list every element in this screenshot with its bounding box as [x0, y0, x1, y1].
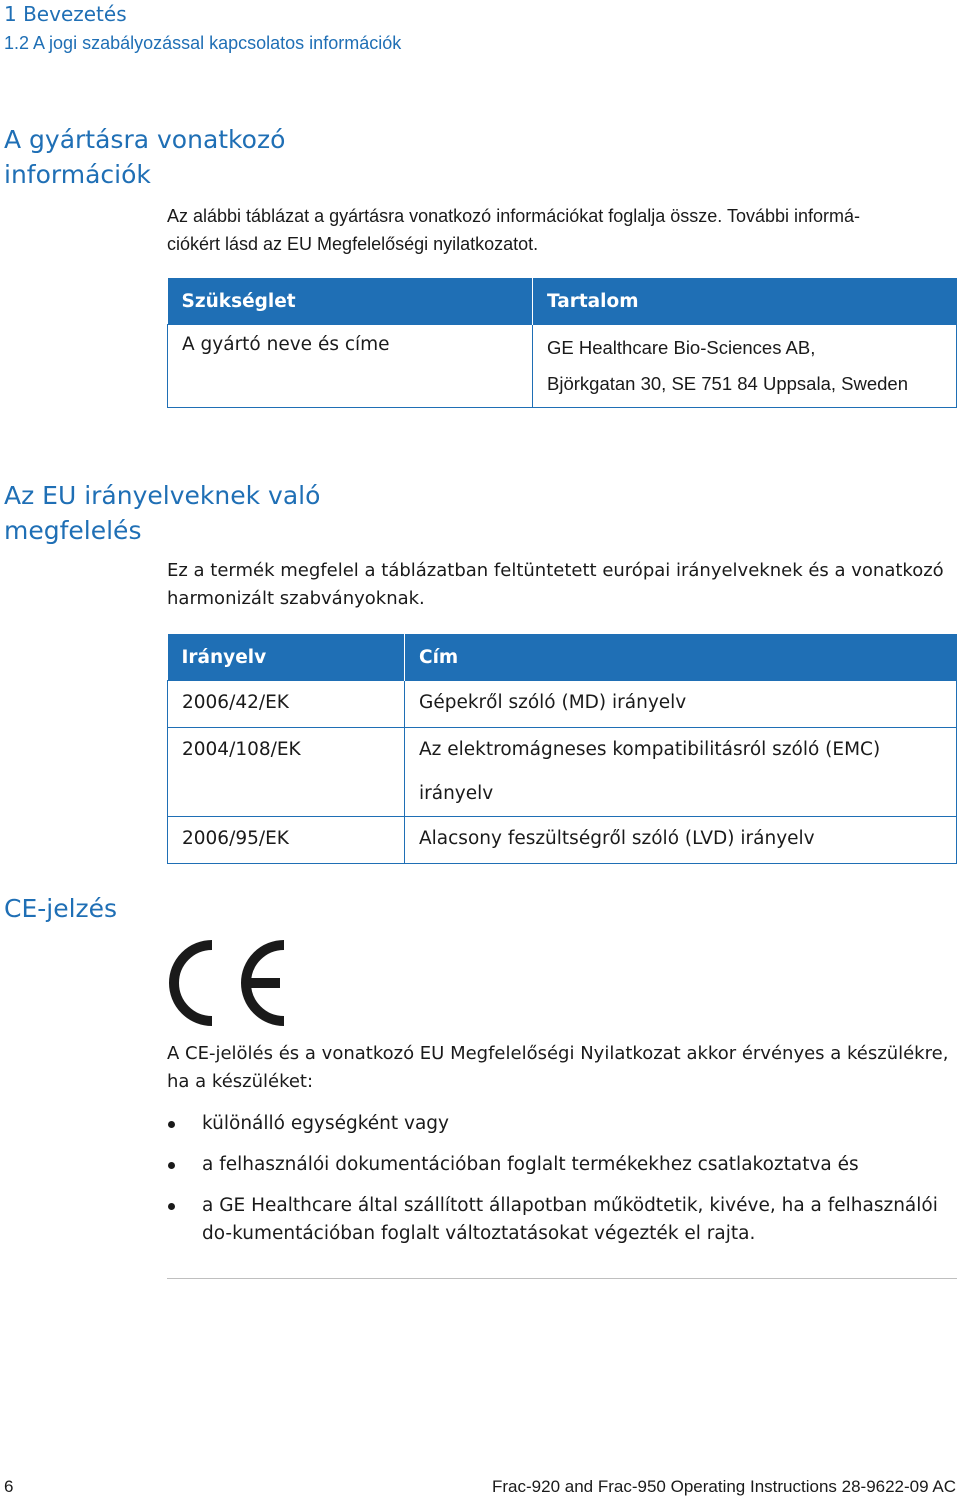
table-header-row: [168, 634, 957, 681]
manufacturer-name: GE Healthcare Bio-Sciences AB,: [547, 337, 816, 358]
chapter-heading: 1 Bevezetés: [4, 2, 127, 26]
eu-compliance-title-line1: Az EU irányelveknek való: [4, 481, 321, 510]
bullet-icon: [168, 1121, 175, 1128]
directive-code: 2004/108/EK: [182, 739, 301, 760]
list-item-text: a GE Healthcare által szállított állapotban működtetik, kivéve, ha a felhasználói do-kumentációban foglalt változtatásokat végezték el rajta.: [202, 1195, 938, 1244]
manufacturing-title: [4, 122, 285, 192]
page-number: 6: [4, 1477, 14, 1496]
manufacturing-title-line1: A gyártásra vonatkozó: [4, 125, 286, 154]
bullet-icon: [168, 1203, 175, 1210]
manufacturing-intro-line2: ciókért lásd az EU Megfelelőségi nyilatkozatot.: [167, 234, 539, 254]
table-cell: [405, 728, 957, 817]
manufacturing-intro-line1: Az alábbi táblázat a gyártásra vonatkozó információkat foglalja össze. További informá-: [167, 206, 861, 226]
table-cell: [405, 817, 957, 864]
manufacturing-intro: [167, 202, 957, 258]
list-item-text: különálló egységként vagy: [202, 1113, 449, 1134]
column-header: Cím: [405, 634, 957, 681]
directive-title: Alacsony feszültségről szóló (LVD) irányelv: [419, 828, 815, 849]
manufacturer-address: Björkgatan 30, SE 751 84 Uppsala, Sweden: [547, 373, 908, 394]
table-row: [168, 325, 957, 408]
eu-compliance-title-line2: megfelelés: [4, 516, 142, 545]
column-header: Tartalom: [533, 278, 957, 325]
table-row: [168, 681, 957, 728]
list-item: [167, 1192, 957, 1248]
eu-compliance-intro-line2: harmonizált szabványoknak.: [167, 588, 425, 609]
directive-code: 2006/42/EK: [182, 692, 289, 713]
table-row: [168, 728, 957, 817]
document-title: Frac-920 and Frac-950 Operating Instructions 28-9622-09 AC: [492, 1477, 956, 1496]
ce-marking-text: [167, 1040, 957, 1096]
manufacturing-title-line2: információk: [4, 160, 151, 189]
directive-table: [167, 634, 957, 864]
table-cell: [533, 325, 957, 408]
column-header: Irányelv: [168, 634, 405, 681]
directive-title: Gépekről szóló (MD) irányelv: [419, 692, 687, 713]
manufacturer-table: [167, 278, 957, 408]
column-header: Szükséglet: [168, 278, 533, 325]
list-item-text: a felhasználói dokumentációban foglalt termékekhez csatlakoztatva és: [202, 1154, 859, 1175]
table-row: [168, 817, 957, 864]
ce-mark-logo: [168, 940, 288, 1030]
ce-marking-title: CE-jelzés: [4, 894, 118, 923]
table-header-row: [168, 278, 957, 325]
table-cell: [168, 728, 405, 817]
list-item: [167, 1151, 957, 1179]
directive-code: 2006/95/EK: [182, 828, 289, 849]
section-heading: 1.2 A jogi szabályozással kapcsolatos információk: [4, 33, 402, 53]
eu-compliance-title: [4, 478, 320, 548]
eu-compliance-intro-line1: Ez a termék megfelel a táblázatban feltüntetett európai irányelveknek és a vonatkozó: [167, 560, 944, 581]
bullet-icon: [168, 1162, 175, 1169]
ce-conditions-list: [167, 1110, 957, 1261]
table-cell: [168, 681, 405, 728]
ce-marking-text-line1: A CE-jelölés és a vonatkozó EU Megfelelőségi Nyilatkozat akkor érvényes a készülékre,: [167, 1043, 949, 1064]
divider: [167, 1278, 957, 1279]
table-cell: [168, 325, 533, 408]
table-cell: [405, 681, 957, 728]
list-item: [167, 1110, 957, 1138]
need-text: A gyártó neve és címe: [182, 334, 390, 355]
table-cell: [168, 817, 405, 864]
eu-compliance-intro: [167, 557, 957, 613]
directive-title: Az elektromágneses kompatibilitásról szóló (EMC) irányelv: [419, 739, 881, 804]
ce-marking-text-line2: ha a készüléket:: [167, 1071, 314, 1092]
ce-mark-icon: [168, 940, 288, 1026]
